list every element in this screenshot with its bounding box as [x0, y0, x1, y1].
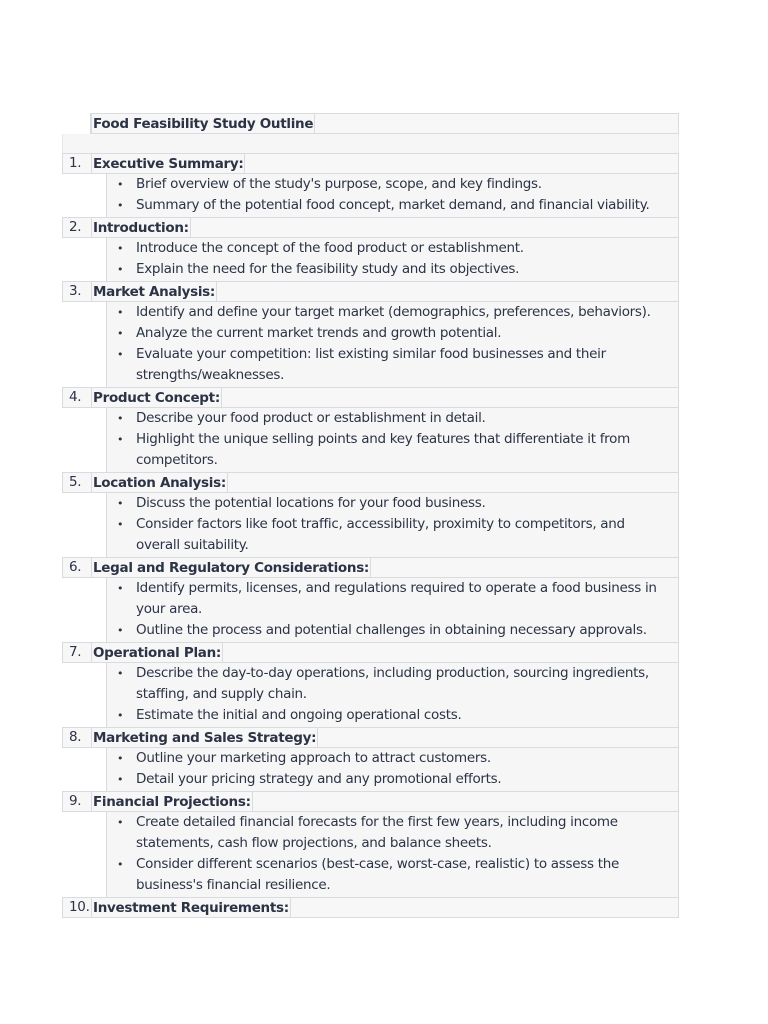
section-heading: Financial Projections: — [91, 791, 253, 812]
bullet-text: Estimate the initial and ongoing operational costs. — [136, 707, 462, 723]
bullet-list — [106, 407, 679, 473]
bullet-text: Explain the need for the feasibility study and its objectives. — [136, 261, 520, 277]
section-heading-row — [62, 791, 679, 812]
bullet-list — [106, 811, 679, 898]
bullet-item — [107, 854, 678, 896]
section-number-text: 4. — [69, 389, 82, 405]
title-row — [90, 113, 679, 134]
bullet-dot-icon: • — [117, 263, 124, 276]
section-number-text: 1. — [69, 155, 82, 171]
bullet-dot-icon: • — [117, 582, 124, 595]
section-number — [63, 154, 91, 173]
bullet-dot-icon: • — [117, 497, 124, 510]
bullet-list — [106, 662, 679, 728]
section-number — [63, 792, 91, 811]
section-heading: Operational Plan: — [91, 642, 223, 663]
bullet-item — [107, 344, 678, 386]
bullet-item — [107, 493, 678, 514]
section-heading: Location Analysis: — [91, 472, 228, 493]
bullet-list — [106, 173, 679, 218]
bullet-item — [107, 238, 678, 259]
bullet-text: Evaluate your competition: list existing similar food businesses and their strengths/weaknesses. — [136, 346, 606, 383]
bullet-dot-icon: • — [117, 858, 124, 871]
bullet-text: Outline your marketing approach to attract customers. — [136, 750, 491, 766]
section-number — [63, 898, 91, 917]
bullet-dot-icon: • — [117, 773, 124, 786]
bullet-text: Highlight the unique selling points and key features that differentiate it from competitors. — [136, 431, 630, 468]
section-number-text: 2. — [69, 219, 82, 235]
bullet-text: Consider factors like foot traffic, accessibility, proximity to competitors, and overall suitability. — [136, 516, 625, 553]
section-number-text: 3. — [69, 283, 82, 299]
bullet-item — [107, 259, 678, 280]
section-heading-row — [62, 727, 679, 748]
section-heading: Introduction: — [91, 217, 191, 238]
bullet-text: Introduce the concept of the food product or establishment. — [136, 240, 524, 256]
bullet-list — [106, 747, 679, 792]
bullet-dot-icon: • — [117, 327, 124, 340]
bullet-item — [107, 429, 678, 471]
bullet-text: Create detailed financial forecasts for the first few years, including income statements, cash flow projections, and balance sheets. — [136, 814, 618, 851]
section-heading: Marketing and Sales Strategy: — [91, 727, 318, 748]
bullet-text: Summary of the potential food concept, market demand, and financial viability. — [136, 197, 650, 213]
bullet-text: Brief overview of the study's purpose, scope, and key findings. — [136, 176, 542, 192]
bullet-dot-icon: • — [117, 816, 124, 829]
section-heading-row — [62, 217, 679, 238]
bullet-text: Consider different scenarios (best-case, worst-case, realistic) to assess the business's financial resilience. — [136, 856, 619, 893]
section-heading-row — [62, 897, 679, 918]
bullet-dot-icon: • — [117, 518, 124, 531]
bullet-item — [107, 323, 678, 344]
bullet-text: Outline the process and potential challenges in obtaining necessary approvals. — [136, 622, 647, 638]
bullet-item — [107, 663, 678, 705]
bullet-dot-icon: • — [117, 348, 124, 361]
bullet-item — [107, 408, 678, 429]
section-number — [63, 388, 91, 407]
bullet-item — [107, 578, 678, 620]
bullet-dot-icon: • — [117, 178, 124, 191]
bullet-dot-icon: • — [117, 752, 124, 765]
bullet-item — [107, 812, 678, 854]
bullet-text: Describe the day-to-day operations, including production, sourcing ingredients, staffing, and supply chain. — [136, 665, 649, 702]
section-number-text: 10. — [69, 899, 90, 915]
bullet-dot-icon: • — [117, 624, 124, 637]
section-number-text: 8. — [69, 729, 82, 745]
bullet-text: Discuss the potential locations for your food business. — [136, 495, 486, 511]
document-outline — [62, 113, 679, 918]
sections-list — [62, 153, 679, 918]
bullet-item — [107, 769, 678, 790]
bullet-text: Describe your food product or establishment in detail. — [136, 410, 486, 426]
bullet-item — [107, 195, 678, 216]
document-title: Food Feasibility Study Outline — [91, 113, 315, 134]
bullet-dot-icon: • — [117, 306, 124, 319]
section-number — [63, 218, 91, 237]
section-heading-row — [62, 281, 679, 302]
bullet-dot-icon: • — [117, 667, 124, 680]
bullet-item — [107, 302, 678, 323]
bullet-item — [107, 705, 678, 726]
section-heading-row — [62, 642, 679, 663]
section-heading: Legal and Regulatory Considerations: — [91, 557, 371, 578]
section-heading: Product Concept: — [91, 387, 222, 408]
section-heading-row — [62, 153, 679, 174]
bullet-dot-icon: • — [117, 709, 124, 722]
bullet-dot-icon: • — [117, 412, 124, 425]
section-number — [63, 558, 91, 577]
section-number-text: 6. — [69, 559, 82, 575]
section-number — [63, 643, 91, 662]
bullet-text: Analyze the current market trends and growth potential. — [136, 325, 502, 341]
section-heading: Market Analysis: — [91, 281, 217, 302]
section-number-text: 9. — [69, 793, 82, 809]
bullet-dot-icon: • — [117, 242, 124, 255]
bullet-list — [106, 301, 679, 388]
bullet-item — [107, 174, 678, 195]
bullet-list — [106, 492, 679, 558]
section-number — [63, 728, 91, 747]
section-heading-row — [62, 387, 679, 408]
bullet-item — [107, 620, 678, 641]
section-number-text: 7. — [69, 644, 82, 660]
bullet-item — [107, 514, 678, 556]
section-heading: Executive Summary: — [91, 153, 245, 174]
section-heading: Investment Requirements: — [91, 897, 291, 918]
bullet-dot-icon: • — [117, 433, 124, 446]
bullet-text: Identify and define your target market (demographics, preferences, behaviors). — [136, 304, 651, 320]
section-heading-row — [62, 472, 679, 493]
bullet-list — [106, 237, 679, 282]
bullet-dot-icon: • — [117, 199, 124, 212]
section-number-text: 5. — [69, 474, 82, 490]
bullet-text: Detail your pricing strategy and any promotional efforts. — [136, 771, 502, 787]
bullet-text: Identify permits, licenses, and regulations required to operate a food business in your area. — [136, 580, 657, 617]
spacer-row — [62, 134, 679, 154]
section-heading-row — [62, 557, 679, 578]
section-number — [63, 473, 91, 492]
section-number — [63, 282, 91, 301]
bullet-list — [106, 577, 679, 643]
bullet-item — [107, 748, 678, 769]
